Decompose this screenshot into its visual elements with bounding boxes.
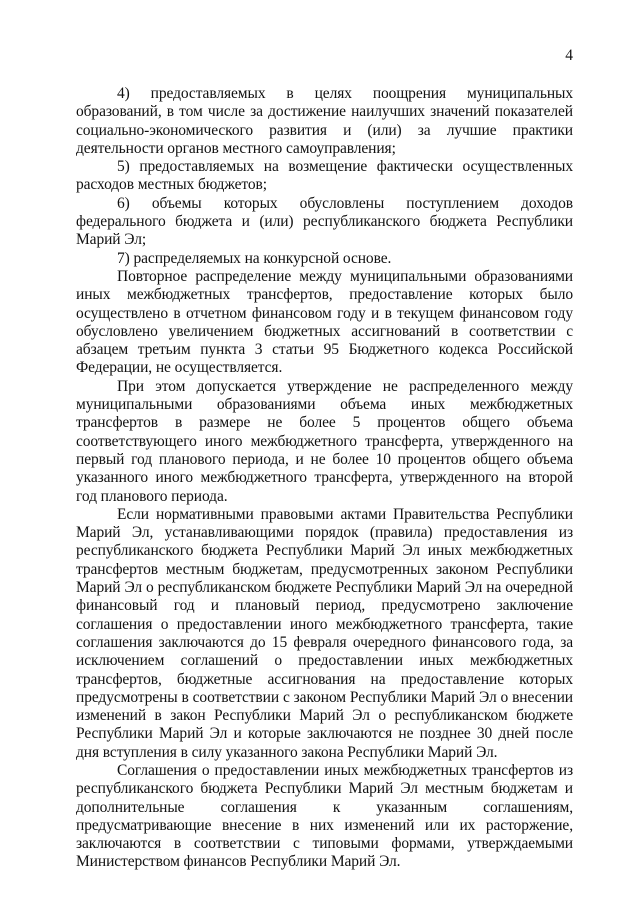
paragraph-agreement-forms: Соглашения о предоставлении иных межбюджетных трансфертов из республиканского бюджета Республики Марий Эл местным бюджетам и дополнительные соглашения к указанным соглашениям, предусматривающие внесение в них изменений или их расторжение, заключаются в соответствии с типовыми формами, утверждаемыми Министерством финансов Республики Марий Эл. [76,761,573,871]
paragraph-agreements-deadline: Если нормативными правовыми актами Правительства Республики Марий Эл, устанавливающими порядок (правила) предоставления из республиканского бюджета Республики Марий Эл иных межбюджетных трансфертов местным бюджетам, предусмотренных законом Республики Марий Эл о республиканском бюджете Республики Марий Эл на очередной финансовый год и плановый период, предусмотрено заключение соглашения о предоставлении иного межбюджетного трансферта, такие соглашения заключаются до 15 февраля очередного финансового года, за исключением соглашений о предоставлении иных межбюджетных трансфертов, бюджетные ассигнования на предоставление которых предусмотрены в соответствии с законом Республики Марий Эл о внесении изменений в закон Республики Марий Эл о республиканском бюджете Республики Марий Эл и которые заключаются не позднее 30 дней после дня вступления в силу указанного закона Республики Марий Эл. [76,505,573,761]
paragraph-item-6: 6) объемы которых обусловлены поступлением доходов федерального бюджета и (или) республиканского бюджета Республики Марий Эл; [76,194,573,249]
paragraph-item-7: 7) распределяемых на конкурсной основе. [117,249,392,267]
paragraph-item-4: 4) предоставляемых в целях поощрения муниципальных образований, в том числе за достижение наилучших значений показателей социально-экономического развития и (или) за лучшие практики деятельности органов местного самоуправления; [76,85,573,157]
paragraph-undistributed-volume: При этом допускается утверждение не распределенного между муниципальными образованиями объема иных межбюджетных трансфертов в размере не более 5 процентов общего объема соответствующего иного межбюджетного трансферта, утвержденного на первый год планового периода, и не более 10 процентов общего объема указанного иного межбюджетного трансферта, утвержденного на второй год планового периода. [76,377,573,505]
document-body [76,85,573,872]
paragraph-item-5: 5) предоставляемых на возмещение фактически осуществленных расходов местных бюджетов; [76,158,573,194]
page-number: 4 [565,47,573,64]
paragraph-redistribution: Повторное распределение между муниципальными образованиями иных межбюджетных трансфертов, предоставление которых было осуществлено в отчетном финансовом году и в текущем финансовом году обусловлено увеличением бюджетных ассигнований в соответствии с абзацем третьим пункта 3 статьи 95 Бюджетного кодекса Российской Федерации, не осуществляется. [76,267,573,377]
